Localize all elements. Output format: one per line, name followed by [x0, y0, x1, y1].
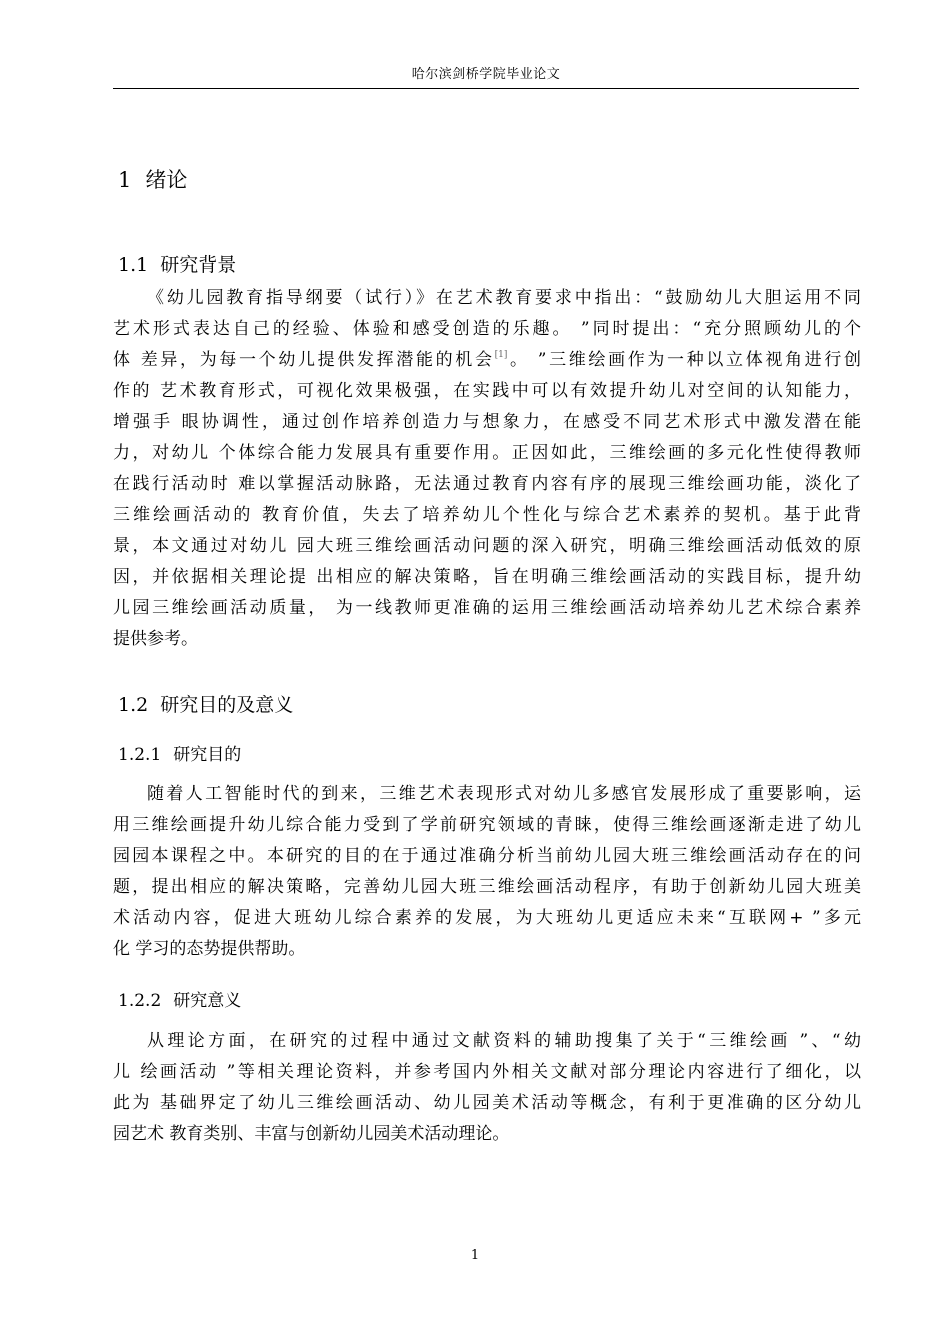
paragraph-background: [113, 283, 861, 655]
header-divider: [113, 88, 859, 89]
section-heading-1-1: [118, 250, 236, 277]
text-line: 作的 艺术教育形式，可视化效果极强，在实践中可以有效提升幼儿对空间的认知能力，: [113, 381, 861, 401]
text-line: 儿园三维绘画活动质量， 为一线教师更准确的运用三维绘画活动培养幼儿艺术综合素养: [113, 598, 861, 618]
text-line: 因，并依据相关理论提 出相应的解决策略，旨在明确三维绘画活动的实践目标，提升幼: [113, 567, 861, 587]
paragraph-purpose: [113, 779, 861, 965]
chapter-heading: [118, 164, 187, 194]
subsection-title: 研究意义: [173, 991, 242, 1011]
text-line: 儿 绘画活动 ”等相关理论资料，并参考国内外相关文献对部分理论内容进行了细化，以: [113, 1062, 861, 1082]
page-number: 1: [470, 1248, 480, 1263]
subsection-heading-1-2-2: [118, 986, 241, 1011]
text-line: 术活动内容，促进大班幼儿综合素养的发展，为大班幼儿更适应未来“互联网+ ”多元: [113, 908, 861, 928]
text-line: 在践行活动时 难以掌握活动脉路，无法通过教育内容有序的展现三维绘画功能，淡化了: [113, 474, 861, 494]
text-line: 三维绘画活动的 教育价值，失去了培养幼儿个性化与综合艺术素养的契机。基于此背: [113, 505, 861, 525]
text-line: 园艺术 教育类别、丰富与创新幼儿园美术活动理论。: [113, 1124, 510, 1144]
text-line: 力，对幼儿 个体综合能力发展具有重要作用。正因如此，三维绘画的多元化性使得教师: [113, 443, 861, 463]
subsection-number: 1.2.1: [118, 745, 162, 765]
text-line: 从理论方面，在研究的过程中通过文献资料的辅助搜集了关于“三维绘画 ”、“幼: [147, 1031, 861, 1051]
subsection-heading-1-2-1: [118, 740, 241, 765]
subsection-number: 1.2.2: [118, 991, 162, 1011]
citation-marker: [1]: [494, 350, 508, 360]
paragraph-significance: [113, 1026, 861, 1150]
text-line: [113, 345, 861, 376]
text-line: 《幼儿园教育指导纲要（试行）》在艺术教育要求中指出：“鼓励幼儿大胆运用不同: [147, 288, 861, 308]
section-title: 研究目的及意义: [160, 694, 294, 716]
text-line: 提供参考。: [113, 629, 198, 649]
text-line: 化 学习的态势提供帮助。: [113, 939, 306, 959]
chapter-title: 绪论: [145, 168, 188, 192]
section-number: 1.1: [118, 254, 149, 276]
text-line: 艺术形式表达自己的经验、体验和感受创造的乐趣。 ”同时提出：“充分照顾幼儿的个: [113, 319, 861, 339]
text-line: 题，提出相应的解决策略，完善幼儿园大班三维绘画活动程序，有助于创新幼儿园大班美: [113, 877, 861, 897]
text-line: 随着人工智能时代的到来，三维艺术表现形式对幼儿多感官发展形成了重要影响，运: [147, 784, 861, 804]
subsection-title: 研究目的: [173, 745, 242, 765]
section-heading-1-2: [118, 690, 293, 717]
text-line: 此为 基础界定了幼儿三维绘画活动、幼儿园美术活动等概念，有利于更准确的区分幼儿: [113, 1093, 861, 1113]
chapter-number: 1: [118, 168, 132, 192]
section-title: 研究背景: [160, 254, 237, 276]
running-header: 哈尔滨剑桥学院毕业论文: [411, 67, 561, 82]
text-segment: 体 差异，为每一个幼儿提供发挥潜能的机会: [113, 350, 495, 370]
text-line: 景，本文通过对幼儿 园大班三维绘画活动问题的深入研究，明确三维绘画活动低效的原: [113, 536, 861, 556]
text-line: 园园本课程之中。本研究的目的在于通过准确分析当前幼儿园大班三维绘画活动存在的问: [113, 846, 861, 866]
section-number: 1.2: [118, 694, 149, 716]
text-line: 增强手 眼协调性，通过创作培养创造力与想象力，在感受不同艺术形式中激发潜在能: [113, 412, 861, 432]
text-line: 用三维绘画提升幼儿综合能力受到了学前研究领域的青睐，使得三维绘画逐渐走进了幼儿: [113, 815, 861, 835]
text-segment: 。 ”三维绘画作为一种以立体视角进行创: [507, 350, 861, 370]
